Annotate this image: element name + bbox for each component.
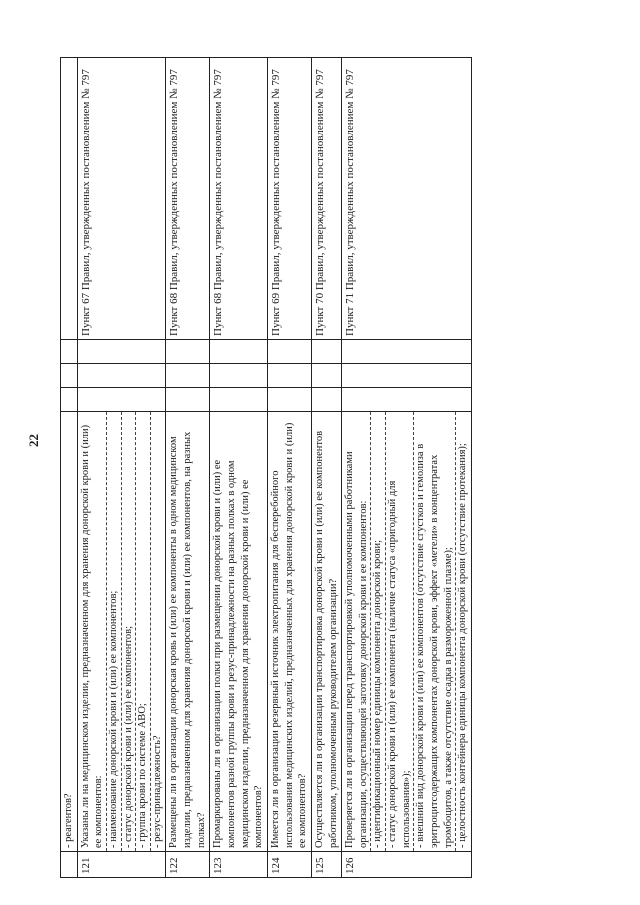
question-cell xyxy=(311,412,341,852)
row-number: 123 xyxy=(210,852,268,878)
question-text: Проверяется ли в организации перед транспортировкой уполномоченными работниками организации, осуществляющей заготовку донорской крови и ее компонентов: xyxy=(344,451,369,848)
question-cell xyxy=(267,412,311,852)
answer-yes-cell xyxy=(311,388,341,412)
question-subitem: - статус донорской крови и (или) ее компонента (наличие статуса «пригодный для использования»); xyxy=(385,412,413,851)
question-text: Размещены ли в организации донорская кровь и (или) ее компоненты в одном медицинском изделии, предназначенном для хранения донорской крови и (или) ее компонентов, на разных полках? xyxy=(168,431,207,848)
answer-no-cell xyxy=(311,364,341,388)
answer-yes-cell xyxy=(166,388,210,412)
answer-yes-cell xyxy=(342,388,472,412)
table-row xyxy=(311,58,341,878)
answer-no-cell xyxy=(342,364,472,388)
checklist-table xyxy=(60,57,472,878)
answer-na-cell xyxy=(61,340,78,364)
legal-reference: Пункт 71 Правил, утвержденных постановлением № 797 xyxy=(342,58,472,340)
legal-reference: Пункт 68 Правил, утвержденных постановлением № 797 xyxy=(210,58,268,340)
answer-no-cell xyxy=(61,364,78,388)
answer-na-cell xyxy=(210,340,268,364)
question-subitem: - группа крови по системе АВО; xyxy=(135,412,150,851)
legal-reference xyxy=(61,58,78,340)
question-cell xyxy=(166,412,210,852)
legal-reference: Пункт 70 Правил, утвержденных постановлением № 797 xyxy=(311,58,341,340)
answer-no-cell xyxy=(267,364,311,388)
page-number: 22 xyxy=(26,434,41,447)
question-subitem: - статус донорской крови и (или) ее компонентов; xyxy=(121,412,136,851)
question-text: - реагентов? xyxy=(63,793,74,848)
row-number: 126 xyxy=(342,852,472,878)
table-row xyxy=(342,58,472,878)
checklist-body xyxy=(61,58,472,878)
row-number xyxy=(61,852,78,878)
question-cell xyxy=(342,412,472,852)
answer-yes-cell xyxy=(267,388,311,412)
answer-na-cell xyxy=(342,340,472,364)
question-text: Указаны ли на медицинском изделии, предназначенном для хранения донорской крови и (или) ее компонентов: xyxy=(79,424,105,848)
answer-no-cell xyxy=(77,364,166,388)
answer-na-cell xyxy=(267,340,311,364)
question-cell xyxy=(210,412,268,852)
answer-na-cell xyxy=(166,340,210,364)
question-text: Осуществляется ли в организации транспортировка донорской крови и (или) ее компонентов работником, уполномоченным руководителем организации? xyxy=(313,430,339,848)
answer-yes-cell xyxy=(210,388,268,412)
question-text: Промаркированы ли в организации полки при размещении донорской крови и (или) ее компонентов разной группы крови и резус-принадлежности на разных полках в одном медицинском изделии, предназначенном для хранения донорской крови и (или) ее компонентов? xyxy=(212,459,265,848)
row-number: 121 xyxy=(77,852,166,878)
table-row xyxy=(267,58,311,878)
answer-yes-cell xyxy=(61,388,78,412)
answer-yes-cell xyxy=(77,388,166,412)
question-text: Имеется ли в организации резервный источник электропитания для бесперебойного использования медицинских изделий, предназначенных для хранения донорской крови и (или) ее компонентов? xyxy=(269,422,309,848)
row-number: 125 xyxy=(311,852,341,878)
legal-reference: Пункт 68 Правил, утвержденных постановлением № 797 xyxy=(166,58,210,340)
question-subitem: - целостность контейнера единицы компонента донорской крови (отсутствие протекания); xyxy=(455,412,470,851)
rotated-sheet xyxy=(60,58,585,878)
answer-no-cell xyxy=(210,364,268,388)
answer-na-cell xyxy=(77,340,166,364)
answer-na-cell xyxy=(311,340,341,364)
table-row xyxy=(166,58,210,878)
table-row xyxy=(61,58,78,878)
question-subitem: - наименование донорской крови и (или) ее компонентов; xyxy=(106,412,121,851)
row-number: 124 xyxy=(267,852,311,878)
legal-reference: Пункт 67 Правил, утвержденных постановлением № 797 xyxy=(77,58,166,340)
question-subitem: - резус-принадлежность? xyxy=(150,412,165,851)
question-subitem: - идентификационный номер единицы компонента донорской крови; xyxy=(370,412,385,851)
answer-no-cell xyxy=(166,364,210,388)
table-row xyxy=(210,58,268,878)
table-row xyxy=(77,58,166,878)
question-cell xyxy=(61,412,78,852)
row-number: 122 xyxy=(166,852,210,878)
question-subitem: - внешний вид донорской крови и (или) ее компонентов (отсутствие сгустков и гемолиза в эритроцитсодержащих компонентах донорской крови, эффект «метели» в концентратах тромбоцитов, а также отсутствие осадка в размороженной плазме); xyxy=(413,412,455,851)
question-cell xyxy=(77,412,166,852)
legal-reference: Пункт 69 Правил, утвержденных постановлением № 797 xyxy=(267,58,311,340)
